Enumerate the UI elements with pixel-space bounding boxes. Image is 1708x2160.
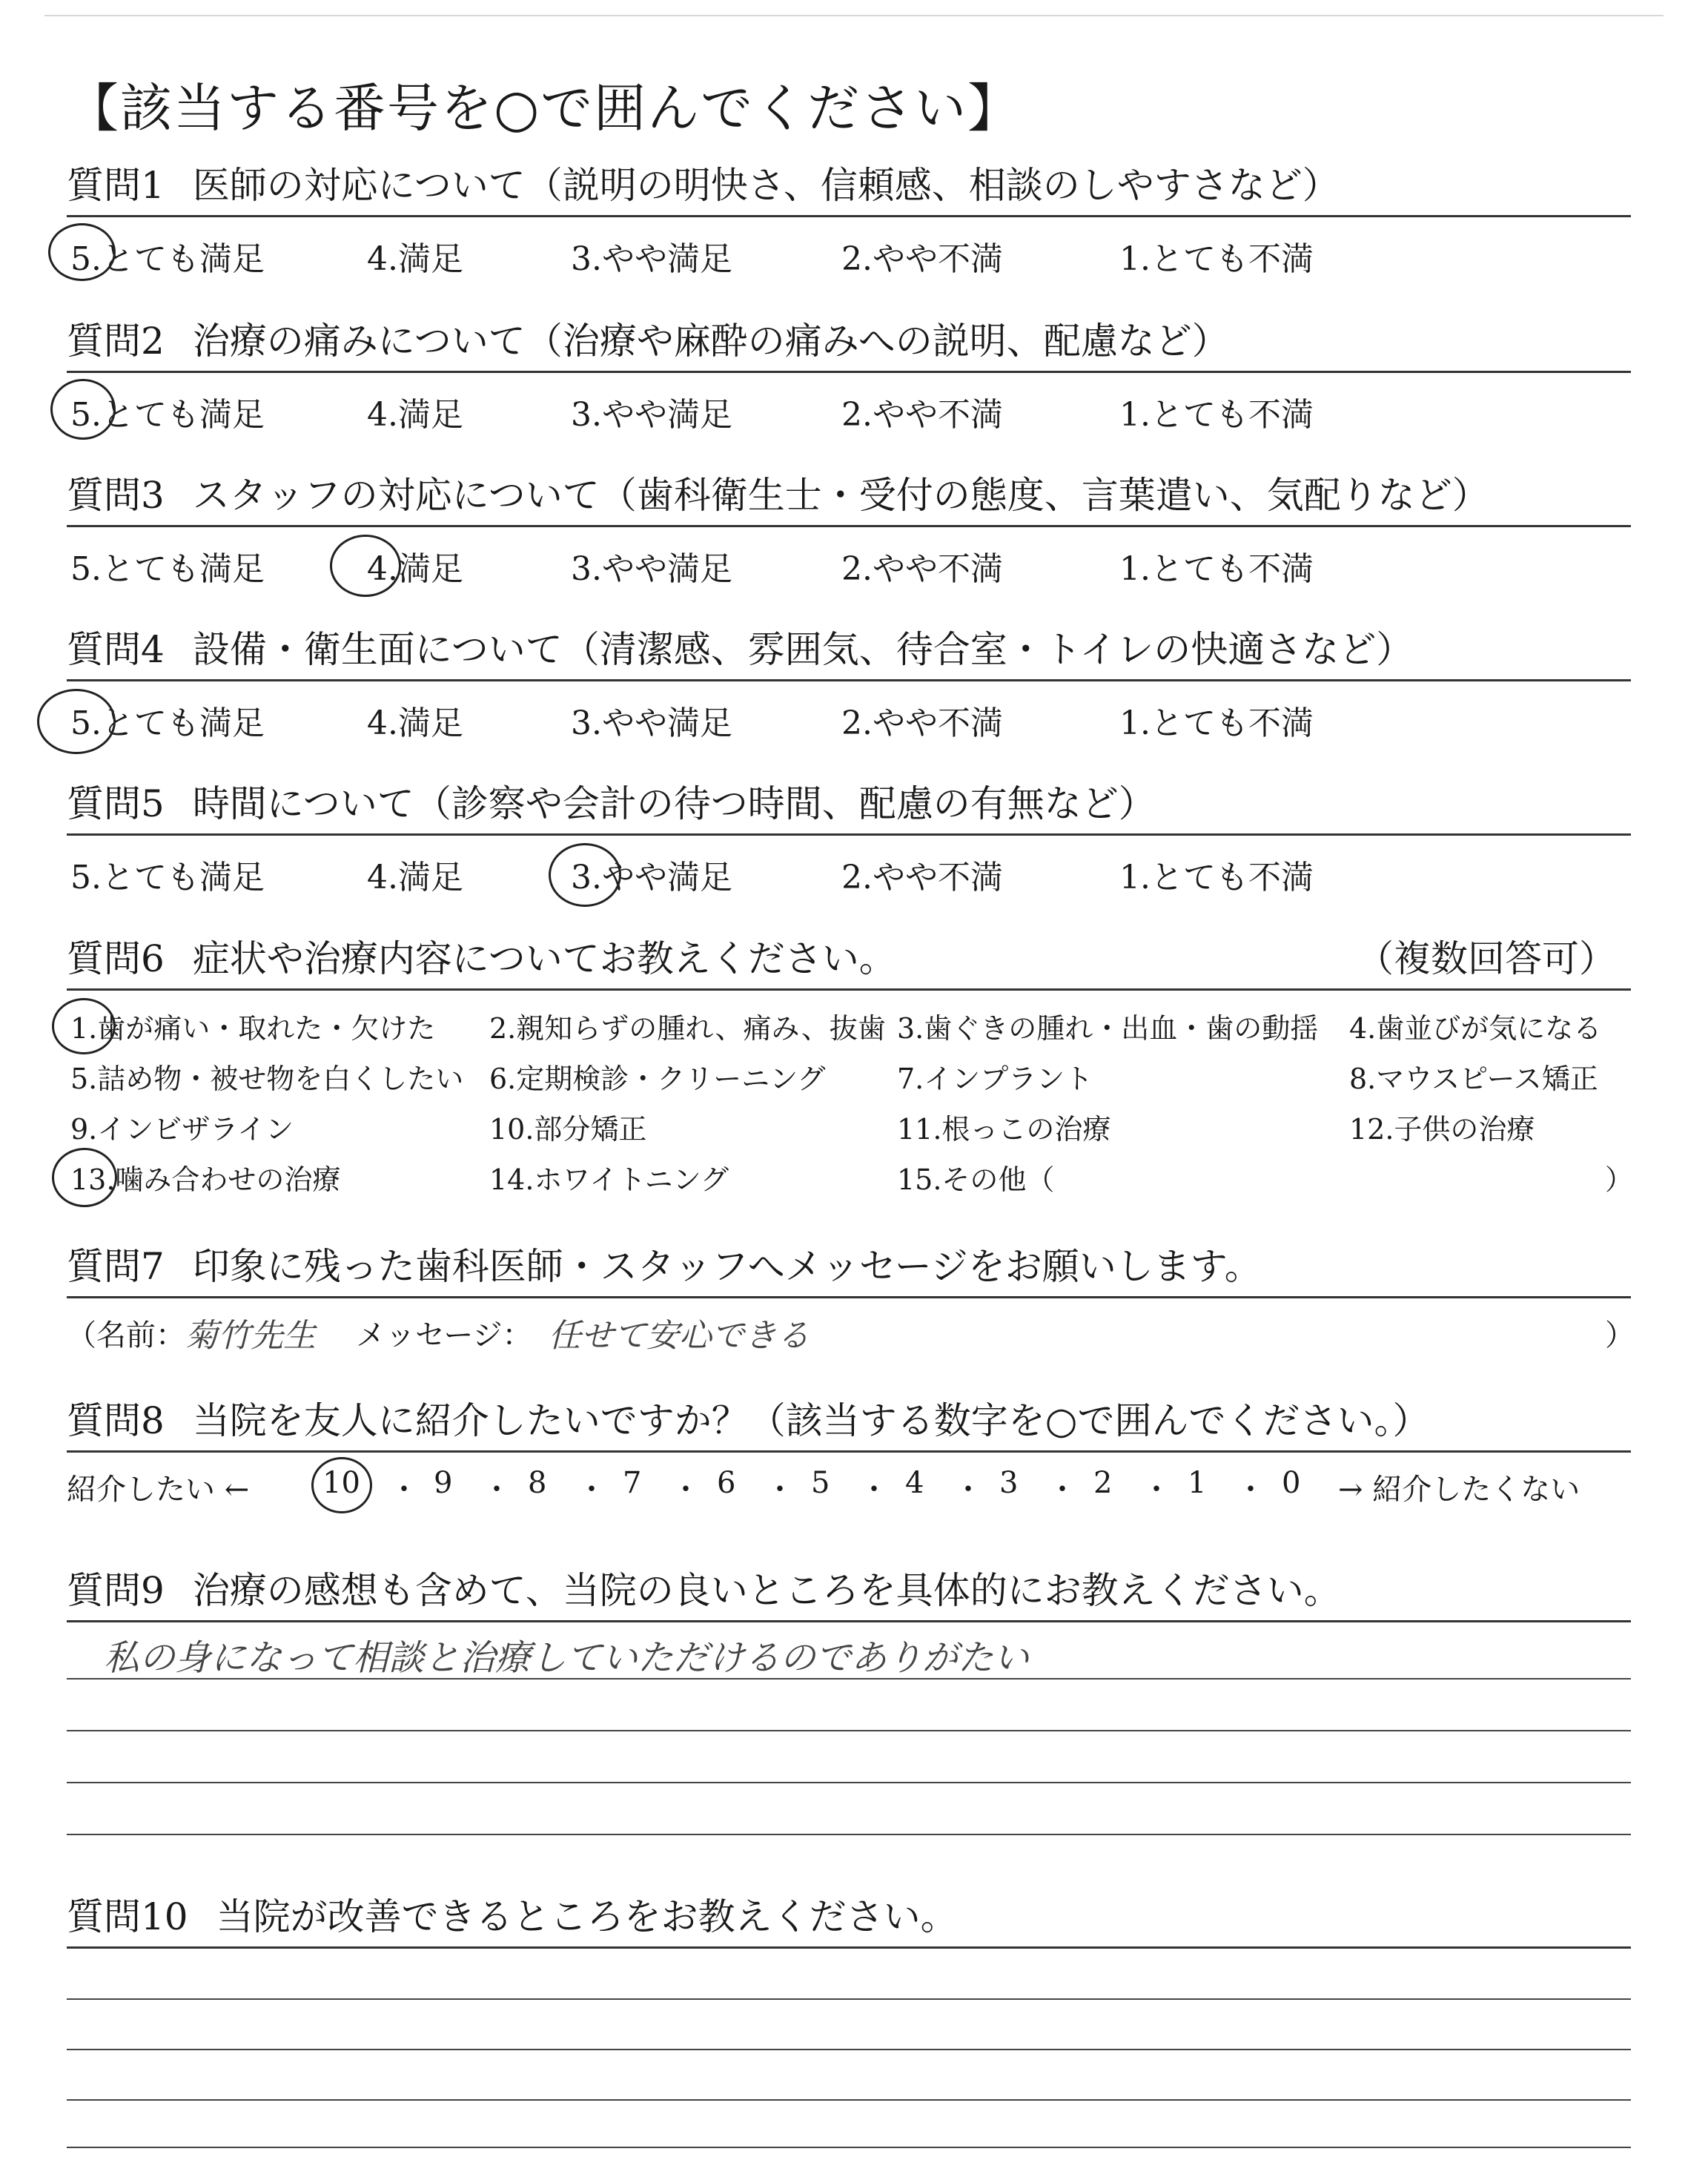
rating-options [67, 836, 1631, 902]
scale-sep: ・ [482, 1473, 512, 1507]
question-text: 症状や治療内容についてお教えください。 [192, 937, 896, 980]
recommend-right-label: → 紹介したくない [1338, 1473, 1580, 1507]
option-4[interactable]: 4.満足 [367, 396, 463, 434]
question-header [67, 1887, 1631, 1949]
answer-line [67, 2147, 1631, 2148]
question-header [67, 620, 1631, 681]
symptom-option[interactable]: 13.噛み合わせの治療 [70, 1163, 341, 1196]
scale-value[interactable]: 8 [528, 1466, 547, 1500]
option-4[interactable]: 4.満足 [367, 550, 463, 588]
scale-sep: ・ [671, 1473, 701, 1507]
option-3[interactable]: 3.やや満足 [571, 704, 732, 742]
question-number: 質問4 [67, 628, 165, 671]
symptom-options [67, 991, 1634, 1206]
question-text: 治療の感想も含めて、当院の良いところを具体的にお教えください。 [192, 1569, 1341, 1612]
scale-value[interactable]: 5 [811, 1466, 830, 1500]
answer-line [67, 1834, 1631, 1835]
option-5[interactable]: 5.とても満足 [70, 550, 265, 588]
option-5[interactable]: 5.とても満足 [70, 704, 265, 742]
option-1[interactable]: 1.とても不満 [1119, 550, 1314, 588]
option-2[interactable]: 2.やや不満 [841, 240, 1003, 278]
scale-value[interactable]: 0 [1282, 1466, 1301, 1500]
question-number: 質問2 [67, 320, 165, 363]
message-value[interactable]: 任せて安心できる [549, 1317, 810, 1355]
symptom-option[interactable]: 6.定期検診・クリーニング [489, 1063, 826, 1095]
option-5[interactable]: 5.とても満足 [70, 240, 265, 278]
scale-value[interactable]: 3 [999, 1466, 1019, 1500]
symptom-option[interactable]: 7.インプラント [897, 1063, 1093, 1095]
answer-line [67, 1782, 1631, 1783]
answer-line [67, 1998, 1631, 2000]
scale-sep: ・ [1142, 1473, 1171, 1507]
name-value[interactable]: 菊竹先生 [185, 1317, 316, 1355]
option-1[interactable]: 1.とても不満 [1119, 396, 1314, 434]
rating-options [67, 373, 1631, 440]
rating-options [67, 527, 1631, 594]
option-3[interactable]: 3.やや満足 [571, 240, 732, 278]
symptom-option[interactable]: 14.ホワイトニング [489, 1163, 729, 1196]
option-3[interactable]: 3.やや満足 [571, 396, 732, 434]
option-4[interactable]: 4.満足 [367, 240, 463, 278]
question-1 [67, 156, 1631, 284]
question-10 [67, 1887, 1631, 2154]
option-2[interactable]: 2.やや不満 [841, 704, 1003, 742]
option-1[interactable]: 1.とても不満 [1119, 704, 1314, 742]
question-text: スタッフの対応について（歯科衛生士・受付の態度、言葉遣い、気配りなど） [192, 474, 1489, 517]
scale-sep: ・ [1236, 1473, 1265, 1507]
question-text: 当院を友人に紹介したいですか？（該当する数字を○で囲んでください。） [192, 1399, 1430, 1442]
multiple-answer-note: （複数回答可） [1357, 937, 1616, 980]
option-3[interactable]: 3.やや満足 [571, 859, 732, 896]
question-header [67, 1561, 1631, 1622]
option-2[interactable]: 2.やや不満 [841, 859, 1003, 896]
recommend-scale [67, 1453, 1631, 1519]
symptom-option[interactable]: 2.親知らずの腫れ、痛み、抜歯 [489, 1012, 886, 1045]
message-line [67, 1298, 1635, 1365]
other-close-paren: ） [1605, 1163, 1634, 1196]
question-header [67, 156, 1631, 217]
question-number: 質問9 [67, 1569, 165, 1612]
scale-value[interactable]: 10 [322, 1466, 360, 1500]
question-5 [67, 774, 1631, 902]
scale-value[interactable]: 9 [434, 1466, 453, 1500]
answer-line [67, 1678, 1631, 1680]
question-header [67, 311, 1631, 373]
scale-sep: ・ [859, 1473, 889, 1507]
top-rule [44, 15, 1664, 16]
good-points-answer[interactable]: 私の身になって相談と治療していただけるのでありがたい [104, 1637, 1030, 1679]
symptom-option[interactable]: 3.歯ぐきの腫れ・出血・歯の動揺 [897, 1012, 1319, 1045]
symptom-option[interactable]: 8.マウスピース矯正 [1349, 1063, 1598, 1095]
option-5[interactable]: 5.とても満足 [70, 859, 265, 896]
message-label: メッセージ： [356, 1318, 532, 1353]
question-text: 医師の対応について（説明の明快さ、信頼感、相談のしやすさなど） [192, 164, 1340, 207]
symptom-option[interactable]: 15.その他（ [897, 1163, 1055, 1196]
question-3 [67, 466, 1631, 594]
close-paren: ） [1605, 1318, 1635, 1353]
option-2[interactable]: 2.やや不満 [841, 550, 1003, 588]
question-2 [67, 311, 1631, 440]
symptom-option[interactable]: 4.歯並びが気になる [1349, 1012, 1602, 1045]
question-7 [67, 1237, 1635, 1365]
scale-sep: ・ [765, 1473, 795, 1507]
symptom-option[interactable]: 5.詰め物・被せ物を白くしたい [70, 1063, 464, 1095]
question-header [67, 1391, 1631, 1453]
question-text: 時間について（診察や会計の待つ時間、配慮の有無など） [192, 782, 1156, 825]
scale-sep: ・ [953, 1473, 983, 1507]
question-9 [67, 1561, 1631, 1843]
symptom-option[interactable]: 9.インビザライン [70, 1113, 294, 1146]
option-3[interactable]: 3.やや満足 [571, 550, 732, 588]
question-text: 設備・衛生面について（清潔感、雰囲気、待合室・トイレの快適さなど） [192, 628, 1414, 671]
question-text: 印象に残った歯科医師・スタッフへメッセージをお願いします。 [192, 1245, 1262, 1288]
option-2[interactable]: 2.やや不満 [841, 396, 1003, 434]
question-header [67, 466, 1631, 527]
rating-options [67, 217, 1631, 284]
question-number: 質問8 [67, 1399, 165, 1442]
question-text: 治療の痛みについて（治療や麻酔の痛みへの説明、配慮など） [192, 320, 1229, 363]
answer-line [67, 2099, 1631, 2101]
question-6 [67, 929, 1634, 1206]
question-8 [67, 1391, 1631, 1519]
option-1[interactable]: 1.とても不満 [1119, 859, 1314, 896]
scale-value[interactable]: 4 [905, 1466, 924, 1500]
question-number: 質問1 [67, 164, 165, 207]
answer-line [67, 2049, 1631, 2050]
symptom-option[interactable]: 10.部分矯正 [489, 1113, 647, 1146]
question-number: 質問6 [67, 937, 165, 980]
scale-sep: ・ [1047, 1473, 1077, 1507]
scale-value[interactable]: 7 [623, 1466, 642, 1500]
answer-line [67, 1730, 1631, 1731]
question-4 [67, 620, 1631, 748]
question-header [67, 929, 1631, 991]
option-1[interactable]: 1.とても不満 [1119, 240, 1314, 278]
option-4[interactable]: 4.満足 [367, 704, 463, 742]
question-text: 当院が改善できるところをお教えください。 [216, 1895, 958, 1938]
question-number: 質問10 [67, 1895, 188, 1938]
recommend-left-label: 紹介したい ← [67, 1473, 250, 1507]
question-number: 質問3 [67, 474, 165, 517]
rating-options [67, 681, 1631, 748]
scale-value[interactable]: 6 [717, 1466, 736, 1500]
symptom-option[interactable]: 1.歯が痛い・取れた・欠けた [70, 1012, 436, 1045]
question-header [67, 1237, 1631, 1298]
scale-sep: ・ [389, 1473, 419, 1507]
symptom-option[interactable]: 12.子供の治療 [1349, 1113, 1535, 1146]
question-header [67, 774, 1631, 836]
option-5[interactable]: 5.とても満足 [70, 396, 265, 434]
question-number: 質問5 [67, 782, 165, 825]
page-title: 【該当する番号を○で囲んでください】 [67, 78, 1022, 139]
name-label: （名前： [67, 1318, 185, 1353]
scale-value[interactable]: 2 [1093, 1466, 1113, 1500]
scale-value[interactable]: 1 [1188, 1466, 1207, 1500]
scale-sep: ・ [577, 1473, 606, 1507]
option-4[interactable]: 4.満足 [367, 859, 463, 896]
symptom-option[interactable]: 11.根っこの治療 [897, 1113, 1111, 1146]
question-number: 質問7 [67, 1245, 165, 1288]
